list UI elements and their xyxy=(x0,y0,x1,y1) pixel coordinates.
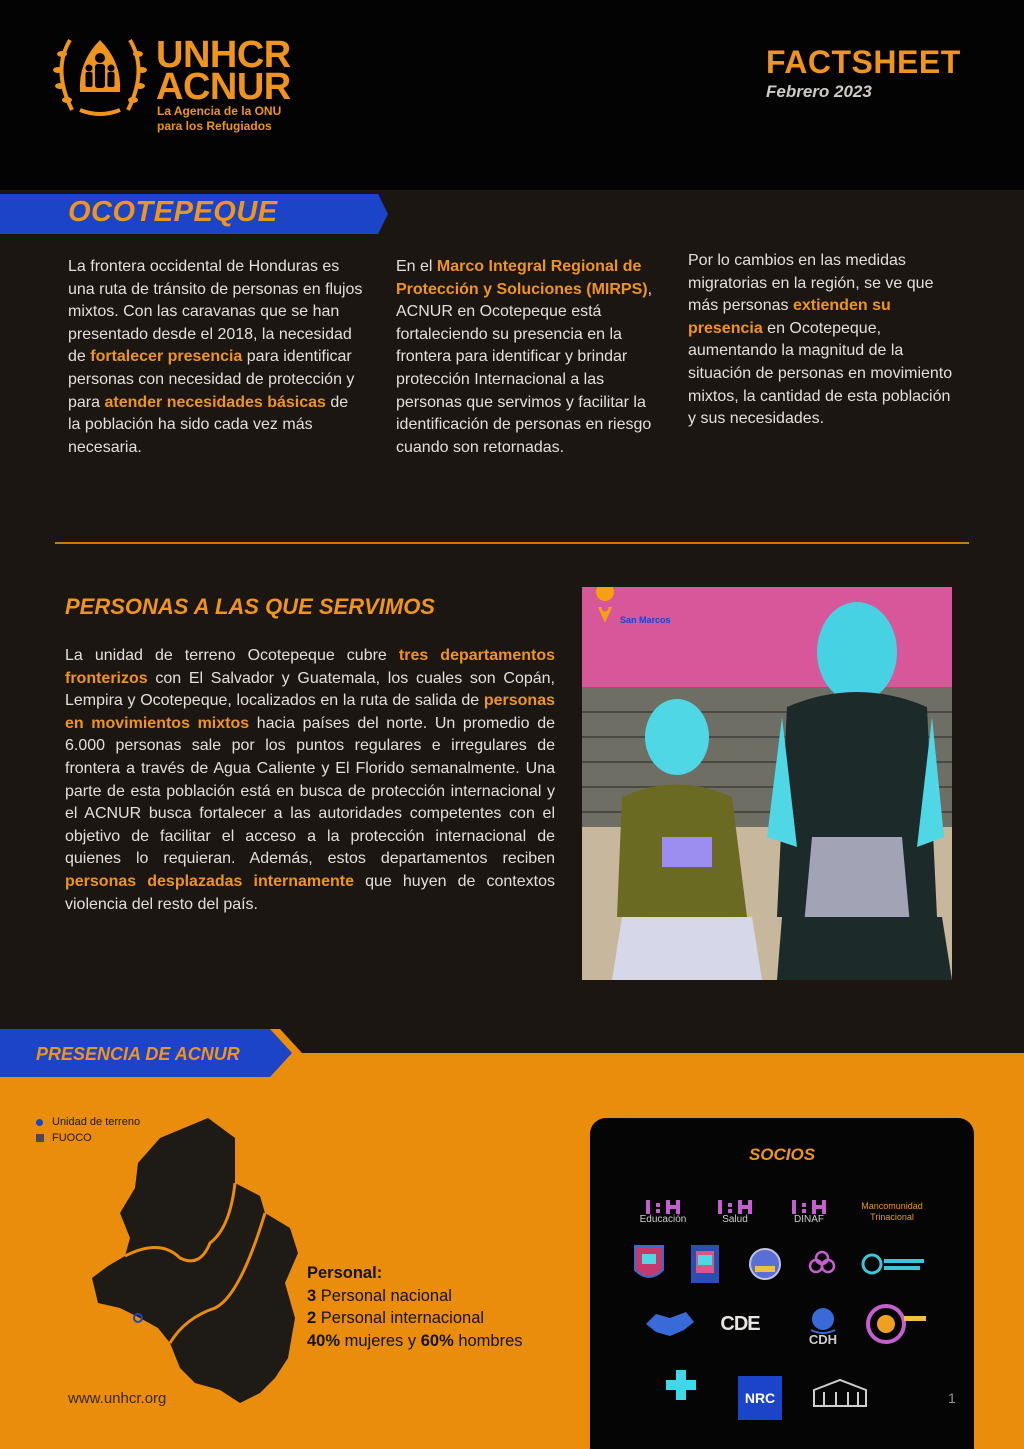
partners-title: SOCIOS xyxy=(748,1145,816,1164)
section-divider xyxy=(55,542,969,544)
partner-mancomunidad-logo: Mancomunidad Trinacional xyxy=(861,1201,923,1222)
partner-en-accion-icon xyxy=(860,1250,926,1278)
photo-two-women xyxy=(582,587,952,980)
partner-dinaf-logo: DINAF xyxy=(774,1190,844,1234)
intro-column-2: En el Marco Integral Regional de Protección y Soluciones (MIRPS), ACNUR en Ocotepeque está fortaleciendo su presencia en la frontera para identificar y brindar protección Internacional a las personas que servimos y facilitar la identificación de personas en riesgo cuando son retornadas. xyxy=(396,258,653,456)
partner-circle-seal-icon xyxy=(745,1246,785,1282)
website-link[interactable]: www.unhcr.org xyxy=(68,1390,167,1407)
partner-municipal-shield-icon xyxy=(632,1242,666,1286)
partner-building-icon xyxy=(808,1374,872,1414)
factsheet-date: Febrero 2023 xyxy=(766,82,872,101)
logo-unhcr-text: UNHCR xyxy=(156,34,291,76)
section-title-presencia: PRESENCIA DE ACNUR xyxy=(36,1044,240,1064)
legend-dot-icon xyxy=(36,1119,43,1126)
page-number: 1 xyxy=(948,1390,956,1406)
logo-tagline-1: La Agencia de la ONU xyxy=(157,104,282,118)
logo-tagline-2: para los Refugiados xyxy=(157,119,272,133)
gob-hn-icon xyxy=(718,1200,752,1214)
legend-square-icon xyxy=(36,1134,44,1142)
partner-cruz-roja-icon xyxy=(664,1368,698,1402)
intro-column-1: La frontera occidental de Honduras es una ruta de tránsito de personas en flujos mixtos. Con las caravanas que se han presentado desde el 2018, la necesidad de fortalecer presencia para identificar personas con necesidad de protección y para atender necesidades básicas de la población ha sido cada vez más necesaria. xyxy=(68,258,363,456)
partner-municipal-seal-icon xyxy=(688,1242,722,1286)
partner-honduras-map-icon xyxy=(644,1308,696,1342)
gob-hn-icon xyxy=(792,1200,826,1214)
partners-panel xyxy=(590,1118,974,1449)
laurel-emblem-icon xyxy=(50,32,150,118)
personal-nacional: 3 Personal nacional xyxy=(307,1286,452,1305)
intro-column-3: Por lo cambios en las medidas migratorias en la región, se ve que más personas extienden su presencia en Ocotepeque, aumentando la magnitud de la situación de personas en movimiento mixtos, la cantidad de esta población y sus necesidades. xyxy=(688,252,953,428)
gob-hn-icon xyxy=(646,1200,680,1214)
personal-internacional: 2 Personal internacional xyxy=(307,1309,485,1328)
cdh-emblem-icon xyxy=(806,1306,840,1334)
unhcr-logo xyxy=(50,32,330,142)
partner-women-org-icon xyxy=(864,1302,928,1346)
section-title-personas: PERSONAS A LAS QUE SERVIMOS xyxy=(65,594,435,619)
legend-fuoco: FUOCO xyxy=(52,1132,92,1144)
personal-stats xyxy=(307,1262,523,1352)
partner-educacion-logo: Educación xyxy=(628,1190,698,1234)
personal-gender-split: 40% mujeres y 60% hombres xyxy=(307,1331,523,1350)
personal-label: Personal: xyxy=(307,1264,383,1282)
factsheet-title: FACTSHEET xyxy=(766,44,961,80)
section-title-ocotepeque: OCOTEPEQUE xyxy=(68,196,278,228)
legend-unidad: Unidad de terreno xyxy=(52,1116,141,1128)
section-ribbon-presencia xyxy=(0,1029,302,1077)
logo-acnur-text: ACNUR xyxy=(156,66,291,108)
partner-cde-logo: CDE xyxy=(720,1312,760,1335)
photo-location-label: San Marcos xyxy=(620,615,671,625)
departments-map xyxy=(90,1118,305,1406)
partner-salud-logo: Salud xyxy=(700,1190,770,1234)
partner-flower-icon xyxy=(804,1246,840,1282)
partner-cdh-logo: CDH xyxy=(794,1300,852,1350)
personas-paragraph: La unidad de terreno Ocotepeque cubre tres departamentos fronterizos con El Salvador y Guatemala, los cuales son Copán, Lempira y Ocotepeque, localizados en la ruta de salida de personas en movimientos mixtos hacia países del norte. Un promedio de 6.000 personas sale por los puntos regulares e irregulares de frontera a través de Agua Caliente y El Florido semanalmente. Una parte de esta población está en busca de protección internacional y el ACNUR busca fortalecer a las autoridades competentes con el objetivo de facilitar el acceso a la protección internacional de quienes lo requieran. Además, estos departamentos reciben personas desplazadas internamente que huyen de contextos violencia del resto del país. xyxy=(65,647,555,913)
partner-nrc-logo: NRC xyxy=(738,1376,782,1420)
section-ribbon-ocotepeque xyxy=(0,194,388,234)
